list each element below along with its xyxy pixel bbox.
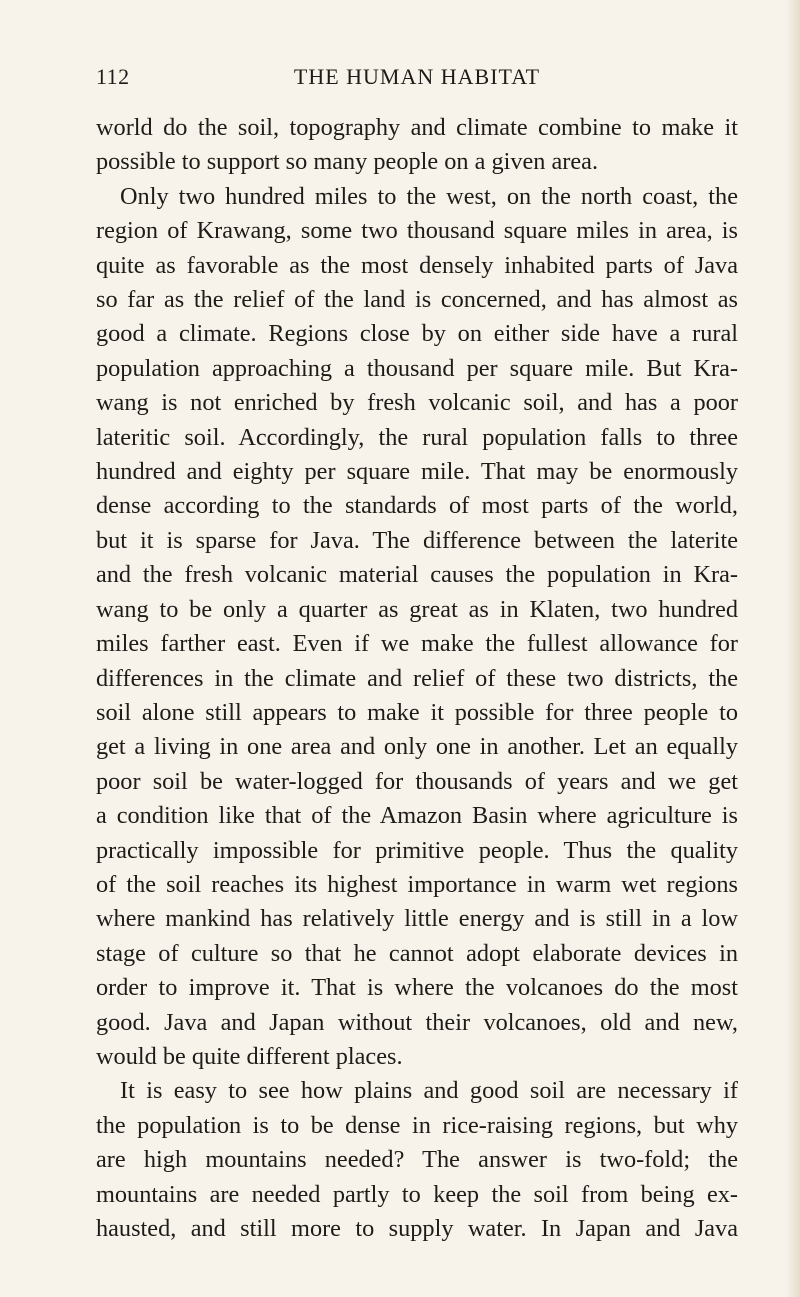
text-line: the population is to be dense in rice-raising regions, but why (96, 1111, 738, 1139)
text-line: mountains are needed partly to keep the soil from being ex- (96, 1180, 738, 1208)
page-number: 112 (96, 64, 130, 89)
text-line: would be quite different places. (96, 1042, 403, 1070)
text-line: good a climate. Regions close by on either side have a rural (96, 320, 738, 348)
text-line: hundred and eighty per square mile. That may be enormously (96, 458, 738, 486)
text-line: miles farther east. Even if we make the fullest allowance for (96, 630, 738, 658)
text-line: lateritic soil. Accordingly, the rural population falls to three (96, 423, 738, 451)
text-line: dense according to the standards of most parts of the world, (96, 492, 738, 520)
text-line: population approaching a thousand per square mile. But Kra- (96, 354, 738, 382)
text-line: practically impossible for primitive people. Thus the quality (96, 836, 738, 864)
text-line: wang to be only a quarter as great as in Klaten, two hundred (96, 595, 738, 623)
text-line: where mankind has relatively little energy and is still in a low (96, 905, 738, 933)
text-line: so far as the relief of the land is concerned, and has almost as (96, 286, 738, 314)
paragraph-3 (96, 1074, 738, 1246)
text-line: but it is sparse for Java. The difference between the laterite (96, 526, 738, 554)
text-line: quite as favorable as the most densely inhabited parts of Java (96, 251, 738, 279)
text-line: world do the soil, topography and climate combine to make it (96, 114, 738, 141)
text-line: It is easy to see how plains and good soil are necessary if (120, 1077, 738, 1105)
text-line: order to improve it. That is where the volcanoes do the most (96, 974, 738, 1002)
text-line: soil alone still appears to make it possible for three people to (96, 698, 738, 726)
text-line: stage of culture so that he cannot adopt elaborate devices in (96, 939, 738, 967)
text-line: a condition like that of the Amazon Basin where agriculture is (96, 802, 738, 830)
paragraph-2 (96, 180, 738, 1075)
running-head: THE HUMAN HABITAT (293, 64, 541, 89)
text-line: good. Java and Japan without their volcanoes, old and new, (96, 1008, 738, 1036)
page-edge-shadow (786, 0, 800, 1297)
paragraph-1 (96, 111, 738, 180)
text-line: region of Krawang, some two thousand square miles in area, is (96, 217, 738, 245)
text-line: differences in the climate and relief of these two districts, the (96, 664, 738, 692)
text-line: poor soil be water-logged for thousands of years and we get (96, 767, 738, 795)
text-line: are high mountains needed? The answer is two-fold; the (96, 1146, 738, 1174)
text-line: Only two hundred miles to the west, on the north coast, the (120, 182, 738, 210)
text-line: possible to support so many people on a given area. (96, 148, 599, 176)
text-line: of the soil reaches its highest importance in warm wet regions (96, 870, 738, 898)
body-text (96, 111, 738, 1246)
text-line: and the fresh volcanic material causes the population in Kra- (96, 561, 738, 589)
text-line: get a living in one area and only one in another. Let an equally (96, 733, 738, 761)
text-line: hausted, and still more to supply water. In Japan and Java (96, 1215, 738, 1242)
page-header (96, 64, 738, 94)
text-line: wang is not enriched by fresh volcanic soil, and has a poor (96, 389, 738, 417)
